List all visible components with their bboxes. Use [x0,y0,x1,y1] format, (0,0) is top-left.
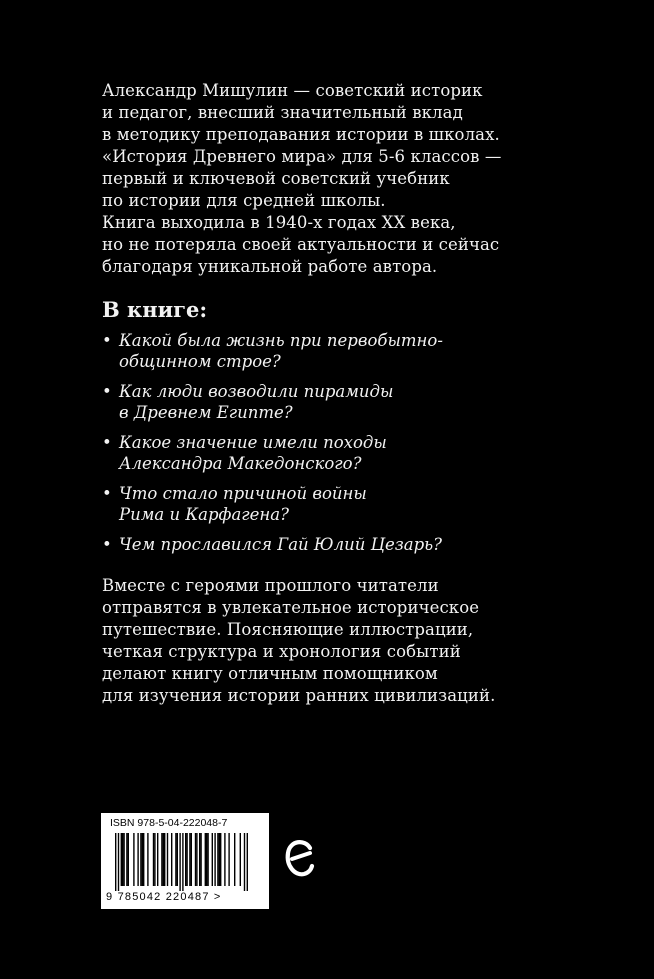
barcode-bar [196,833,197,886]
barcode-bar [219,833,220,886]
intro-line: в методику преподавания истории в школах. [102,125,500,144]
barcode-bar [157,833,158,886]
list-item [102,534,562,555]
closing-line: четкая структура и хронология событий [102,642,461,661]
barcode-bar [167,833,168,886]
closing-line: для изучения истории ранних цивилизаций. [102,686,496,705]
barcode-bar [143,833,144,886]
in-book-heading: В книге: [102,297,208,322]
intro-line: Книга выходила в 1940-х годах XX века, [102,213,456,232]
barcode-bar [228,833,229,886]
barcode-bar [142,833,143,886]
closing-paragraph [102,575,542,707]
list-item-line: Чем прославился Гай Юлий Цезарь? [119,535,443,554]
barcode-bar [126,833,127,886]
barcode-bar [161,833,162,886]
isbn-label: ISBN 978-5-04-222048-7 [110,817,228,829]
intro-line: первый и ключевой советский учебник [102,169,450,188]
barcode-bar [234,833,235,886]
barcode-bar [220,833,221,886]
list-item [102,432,562,474]
barcode-bar [205,833,206,886]
closing-line: делают книгу отличным помощником [102,664,438,683]
barcode-bar [200,833,201,886]
barcode-bar [185,833,186,886]
bullet-icon: • [102,382,112,401]
bullet-icon: • [102,535,112,554]
barcode-bar [186,833,187,886]
bullet-icon: • [102,484,112,503]
list-item-line: Как люди возводили пирамиды [119,382,394,401]
barcode-bar [244,833,245,891]
intro-line: Александр Мишулин — советский историк [102,81,483,100]
list-item-line: Александра Македонского? [119,454,362,473]
barcode-bar [122,833,123,886]
list-item-line: общинном строе? [119,352,281,371]
list-item [102,330,562,372]
barcode-bar [182,833,183,891]
list-item-line: в Древнем Египте? [119,403,293,422]
barcode-bar [118,833,119,891]
closing-line: путешествие. Поясняющие иллюстрации, [102,620,474,639]
barcode-bar [240,833,241,886]
eksmo-logo-icon [283,836,315,888]
barcode-bar [164,833,165,886]
barcode-bar [128,833,129,886]
list-item [102,381,562,423]
barcode-bar [137,833,138,886]
closing-line: отправятся в увлекательное историческое [102,598,480,617]
list-item-line: Рима и Карфагена? [119,505,289,524]
barcode-bar [189,833,190,886]
barcode-bars [115,833,255,891]
barcode-bar [121,833,122,886]
barcode-bar [217,833,218,886]
author-intro-paragraph [102,80,542,278]
barcode-bar [177,833,178,886]
topics-list [102,330,562,564]
barcode-bar [207,833,208,886]
barcode-bar [147,833,148,886]
intro-line: благодаря уникальной работе автора. [102,257,438,276]
intro-line: по истории для средней школы. [102,191,386,210]
barcode-bar [123,833,124,886]
barcode-bar [163,833,164,886]
intro-line: и педагог, внесший значительный вклад [102,103,463,122]
bullet-icon: • [102,331,112,350]
barcode-bar [195,833,196,886]
barcode-bar [171,833,172,886]
isbn-barcode [101,813,269,909]
barcode-bar [224,833,225,886]
barcode-digits: 9 785042 220487 > [106,891,222,903]
barcode-bar [154,833,155,886]
bullet-icon: • [102,433,112,452]
barcode-bar [140,833,141,886]
barcode-bar [199,833,200,886]
list-item [102,483,562,525]
list-item-line: Какое значение имели походы [119,433,387,452]
intro-line: «История Древнего мира» для 5-6 классов — [102,147,502,166]
barcode-bar [153,833,154,886]
list-item-line: Какой была жизнь при первобытно- [119,331,443,350]
intro-line: но не потеряла своей актуальности и сейчас [102,235,500,254]
barcode-bar [133,833,134,886]
barcode-bar [214,833,215,886]
barcode-bar [206,833,207,886]
barcode-bar [175,833,176,886]
barcode-bar [179,833,180,891]
barcode-bar [115,833,116,891]
barcode-bar [247,833,248,891]
barcode-bar [191,833,192,886]
list-item-line: Что стало причиной войны [119,484,367,503]
barcode-bar [212,833,213,886]
closing-line: Вместе с героями прошлого читатели [102,576,439,595]
